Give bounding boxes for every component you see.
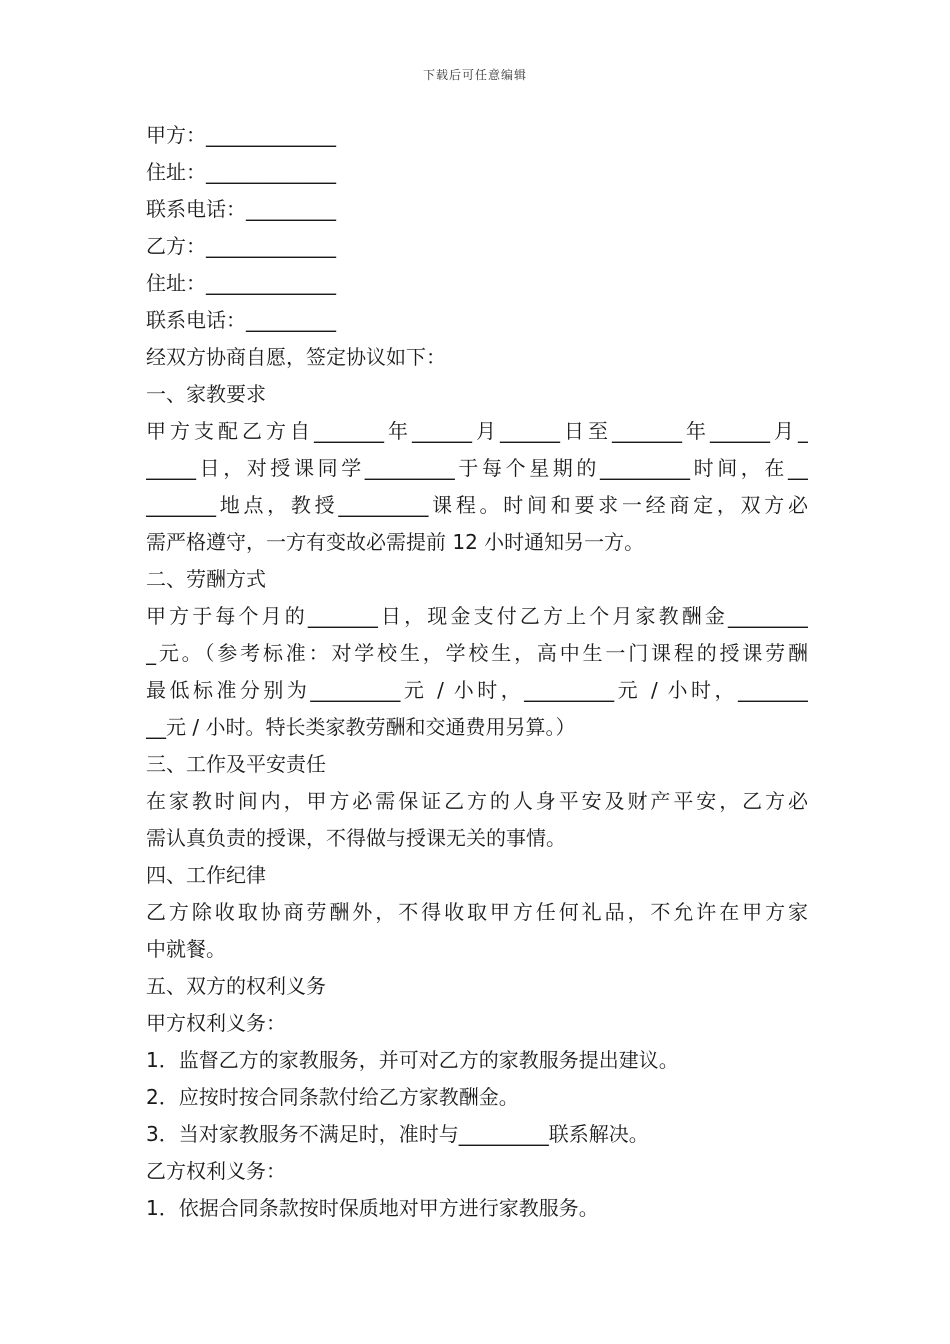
contract-line: 四、工作纪律 <box>146 863 266 887</box>
contract-line: 二、劳酬方式 <box>146 567 266 591</box>
contract-line: 2．应按时按合同条款付给乙方家教酬金。 <box>146 1085 519 1109</box>
contract-line: __元 / 小时。特长类家教劳酬和交通费用另算。） <box>146 715 576 739</box>
contract-line: 甲方于每个月的_______日，现金支付乙方上个月家教酬金________ <box>146 604 808 628</box>
contract-line: _元。（参考标准：对学校生，学校生，高中生一门课程的授课劳酬 <box>146 641 808 665</box>
contract-line: _______地点，教授_________课程。时间和要求一经商定，双方必 <box>146 493 808 517</box>
contract-line: 经双方协商自愿，签定协议如下： <box>146 345 446 369</box>
contract-line: 乙方权利义务： <box>146 1159 286 1183</box>
contract-line: 需严格遵守，一方有变故必需提前 12 小时通知另一方。 <box>146 530 645 554</box>
header-note: 下载后可任意编辑 <box>422 68 527 82</box>
contract-line: 最低标准分别为_________元 / 小时，_________元 / 小时，_______ <box>146 678 808 702</box>
contract-line: 需认真负责的授课，不得做与授课无关的事情。 <box>146 826 566 850</box>
contract-body <box>146 117 808 1227</box>
contract-line: 3．当对家教服务不满足时，准时与_________联系解决。 <box>146 1122 649 1146</box>
contract-line: 甲方权利义务： <box>146 1011 286 1035</box>
contract-line: 1．监督乙方的家教服务，并可对乙方的家教服务提出建议。 <box>146 1048 679 1072</box>
contract-line: 乙方除收取协商劳酬外，不得收取甲方任何礼品，不允许在甲方家 <box>146 900 808 924</box>
contract-line: 甲方：_____________ <box>146 123 336 147</box>
contract-line: 联系电话：_________ <box>146 197 336 221</box>
contract-line: 甲方支配乙方自_______年______月______日至_______年______月_ <box>146 419 808 443</box>
contract-line: _____日，对授课同学_________于每个星期的_________时间，在__ <box>146 456 808 480</box>
contract-line: 1．依据合同条款按时保质地对甲方进行家教服务。 <box>146 1196 599 1220</box>
contract-line: 住址：_____________ <box>146 271 336 295</box>
contract-line: 三、工作及平安责任 <box>146 752 326 776</box>
contract-line: 乙方：_____________ <box>146 234 336 258</box>
contract-line: 五、双方的权利义务 <box>146 974 326 998</box>
contract-line: 一、家教要求 <box>146 382 266 406</box>
contract-line: 在家教时间内，甲方必需保证乙方的人身平安及财产平安，乙方必 <box>146 789 808 813</box>
contract-line: 住址：_____________ <box>146 160 336 184</box>
contract-line: 中就餐。 <box>146 937 226 961</box>
contract-line: 联系电话：_________ <box>146 308 336 332</box>
